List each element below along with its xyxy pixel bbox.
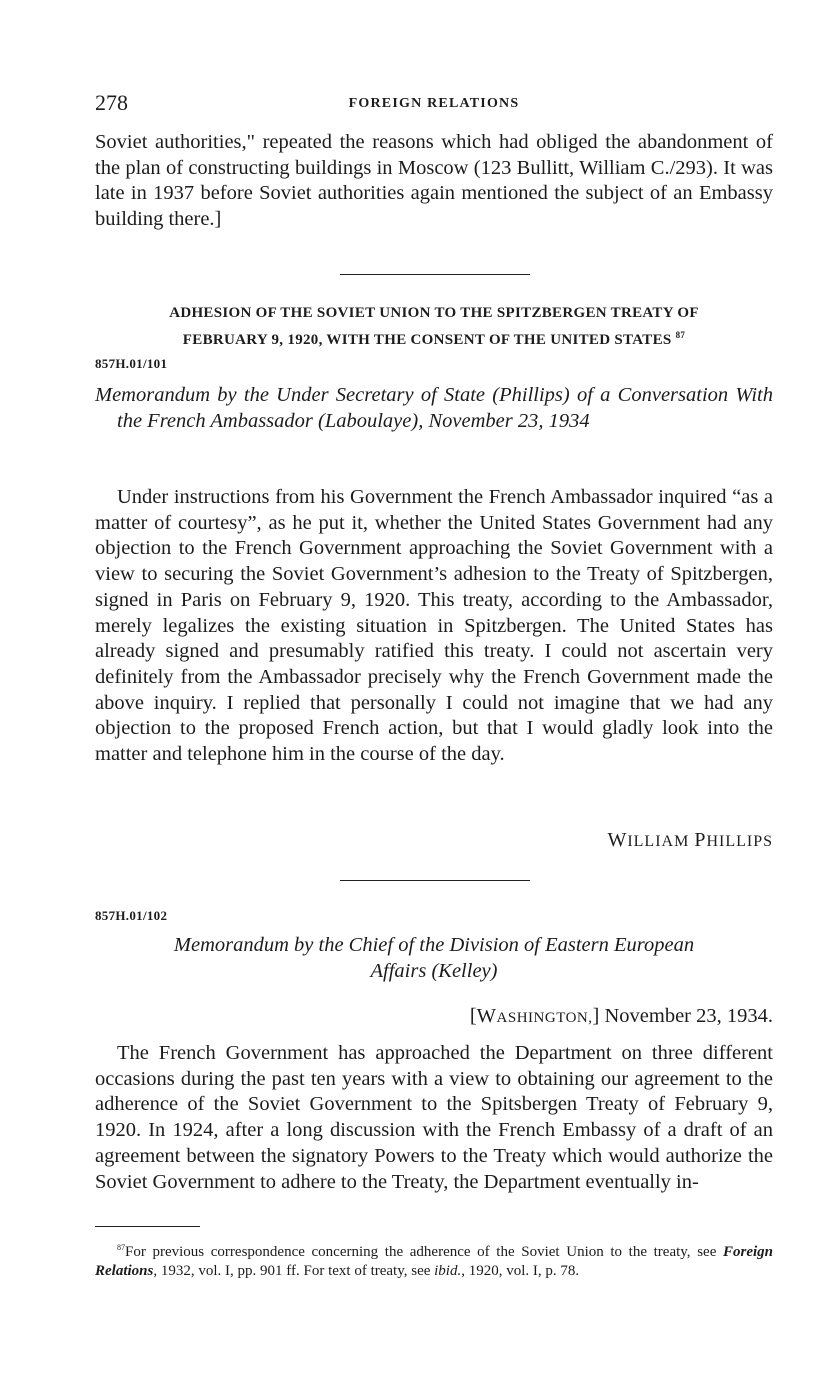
footnote-text bbox=[95, 1238, 773, 1281]
intro-paragraph: Soviet authorities," repeated the reasons which had obliged the abandonment of the plan of constructing buildings in Moscow (123 Bullitt, William C./293). It was late in 1937 before Soviet authorities again mentioned the subject of an Embassy building there.] bbox=[95, 131, 773, 231]
footnote-text-c: , 1920, vol. I, p. 78. bbox=[461, 1263, 580, 1279]
doc2-title-line-1: Memorandum by the Chief of the Division of Eastern European bbox=[173, 934, 695, 956]
section-divider-2 bbox=[340, 880, 530, 881]
doc1-signature bbox=[607, 829, 773, 852]
doc2-body: The French Government has approached the Department on three different occasions during the past ten years with a view to obtaining our agreement to the adherence of the Soviet Government to the Spitsbergen Treaty of February 9, 1920. In 1924, after a long discussion with the French Embassy of a draft of an agreement between the signatory Powers to the Treaty which would authorize the Soviet Government to adhere to the Treaty, the Department eventually in- bbox=[95, 1042, 773, 1193]
signature-first-rest: ILLIAM bbox=[627, 833, 690, 850]
footnote-number: 87 bbox=[117, 1243, 125, 1252]
signature-last-rest: HILLIPS bbox=[706, 833, 773, 850]
footnote-ibid: ibid. bbox=[434, 1263, 462, 1279]
doc2-title-line-2: Affairs (Kelley) bbox=[370, 959, 498, 982]
doc2-date: November 23, 1934. bbox=[604, 1005, 773, 1027]
intro-paragraph-block bbox=[95, 130, 773, 233]
footnote-reference: 87 bbox=[675, 330, 686, 340]
doc1-file-number: 857H.01/101 bbox=[95, 356, 168, 371]
doc1-body: Under instructions from his Government the French Ambassador inquired “as a matter of courtesy”, as he put it, whether the United States Government had any objection to the French Government approaching the Soviet Government with a view to securing the Soviet Government’s adhesion to the Treaty of Spitzbergen, signed in Paris on February 9, 1920. This treaty, according to the Ambassador, merely legalizes the existing situation in Spitzbergen. The United States has already signed and presumably ratified this treaty. I could not ascertain very definitely from the Ambassador precisely why the French Government made the above inquiry. I replied that personally I could not imagine that we had any objection to the proposed French action, but that I would gladly look into the matter and telephone him in the course of the day. bbox=[95, 486, 773, 766]
doc2-file-number: 857H.01/102 bbox=[95, 908, 168, 923]
doc1-body-block bbox=[95, 485, 773, 768]
section-heading-line-2 bbox=[95, 324, 773, 351]
page-number: 278 bbox=[95, 90, 128, 115]
section-divider-1 bbox=[340, 274, 530, 275]
footnote-text-b: , 1932, vol. I, pp. 901 ff. For text of treaty, see bbox=[153, 1263, 431, 1279]
section-heading-line-2-text: FEBRUARY 9, 1920, WITH THE CONSENT OF THE UNITED STATES bbox=[182, 332, 672, 348]
doc2-title-block bbox=[95, 933, 773, 984]
page-header bbox=[95, 90, 773, 120]
footnote-text-a: For previous correspondence concerning the adherence of the Soviet Union to the treaty, see bbox=[125, 1244, 717, 1260]
signature-initial-p: P bbox=[694, 829, 707, 851]
footnote-rule bbox=[95, 1226, 200, 1227]
doc2-dateline: [WASHINGTON,] November 23, 1934. bbox=[469, 1005, 773, 1027]
running-head: FOREIGN RELATIONS bbox=[348, 96, 520, 111]
section-heading bbox=[95, 302, 773, 351]
signature-initial-w: W bbox=[607, 829, 628, 851]
footnote bbox=[95, 1238, 773, 1281]
doc2-body-block bbox=[95, 1041, 773, 1195]
doc2-place: WASHINGTON, bbox=[476, 1005, 593, 1027]
doc1-title-block bbox=[95, 383, 773, 434]
section-heading-line-1: ADHESION OF THE SOVIET UNION TO THE SPITZBERGEN TREATY OF bbox=[169, 305, 699, 321]
doc1-title: Memorandum by the Under Secretary of State (Phillips) of a Conversation With the French Ambassador (Laboulaye), November 23, 1934 bbox=[95, 384, 773, 432]
footnote-source: Foreign Relations bbox=[95, 1244, 774, 1279]
